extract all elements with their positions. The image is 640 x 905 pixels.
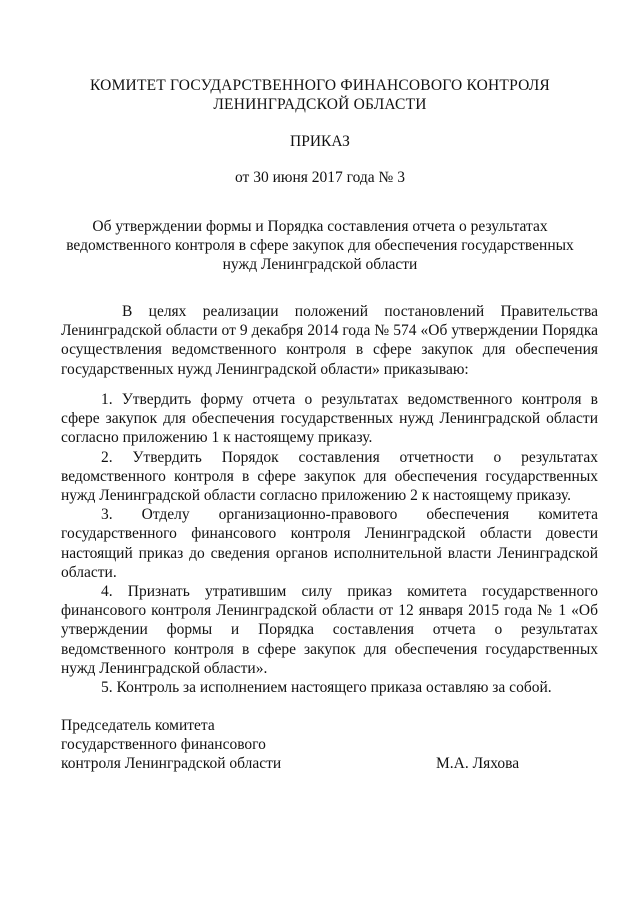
signature-title-line-2: государственного финансового <box>61 736 266 754</box>
order-item-text: Признать утратившим силу приказ комитета государственного финансового контроля Ленинградской области от 12 января 2015 года № 1 «Об утверждении формы и Порядка составления отчета о результатах ведомственного контроля в сфере закупок для обеспечения государственных нужд Ленинградской области». <box>61 583 598 677</box>
order-item <box>61 505 598 582</box>
order-item-text: Отделу организационно-правового обеспечения комитета государственного финансового контроля Ленинградской области довести настоящий приказ до сведения органов исполнительной власти Ленинградской области. <box>61 506 598 581</box>
order-item-number: 5. <box>101 679 113 697</box>
organization-name <box>0 76 640 114</box>
organization-name-line-1: КОМИТЕТ ГОСУДАРСТВЕННОГО ФИНАНСОВОГО КОНТРОЛЯ <box>90 77 550 94</box>
order-item-number: 2. <box>101 448 113 466</box>
order-title: ПРИКАЗ <box>290 133 350 150</box>
preamble <box>61 302 598 379</box>
order-date: от 30 июня 2017 года № 3 <box>235 169 405 186</box>
preamble-text: В целях реализации положений постановлений Правительства Ленинградской области от 9 декабря 2014 года № 574 «Об утверждении Порядка осуществления ведомственного контроля в сфере закупок для обеспечения государственных нужд Ленинградской области» приказываю: <box>61 303 598 378</box>
order-item <box>61 678 598 697</box>
order-items <box>61 390 598 697</box>
order-item <box>61 582 598 678</box>
signer-name: М.А. Ляхова <box>436 755 520 772</box>
order-item <box>61 448 598 506</box>
order-subject <box>0 217 640 274</box>
order-item-number: 1. <box>101 391 113 408</box>
order-item <box>61 390 598 448</box>
order-subject-line-3: нужд Ленинградской области <box>222 256 418 273</box>
order-item-number: 4. <box>101 583 113 601</box>
order-item-number: 3. <box>101 506 113 524</box>
signature-title-line-3: контроля Ленинградской области <box>61 755 282 773</box>
order-item-text: Утвердить Порядок составления отчетности о результатах ведомственного контроля в сфере закупок для обеспечения государственных нужд Ленинградской области согласно приложению 2 к настоящему приказу. <box>61 448 598 505</box>
organization-name-line-2: ЛЕНИНГРАДСКОЙ ОБЛАСТИ <box>213 96 427 113</box>
signature-title-line-1: Председатель комитета <box>61 717 215 734</box>
order-item-text: Утвердить форму отчета о результатах ведомственного контроля в сфере закупок для обеспечения государственных нужд Ленинградской области согласно приложению 1 к настоящему приказу. <box>61 391 598 447</box>
order-item-text: Контроль за исполнением настоящего приказа оставляю за собой. <box>116 679 552 697</box>
order-subject-line-1: Об утверждении формы и Порядка составления отчета о результатах <box>92 218 548 235</box>
order-subject-line-2: ведомственного контроля в сфере закупок для обеспечения государственных <box>66 237 574 254</box>
